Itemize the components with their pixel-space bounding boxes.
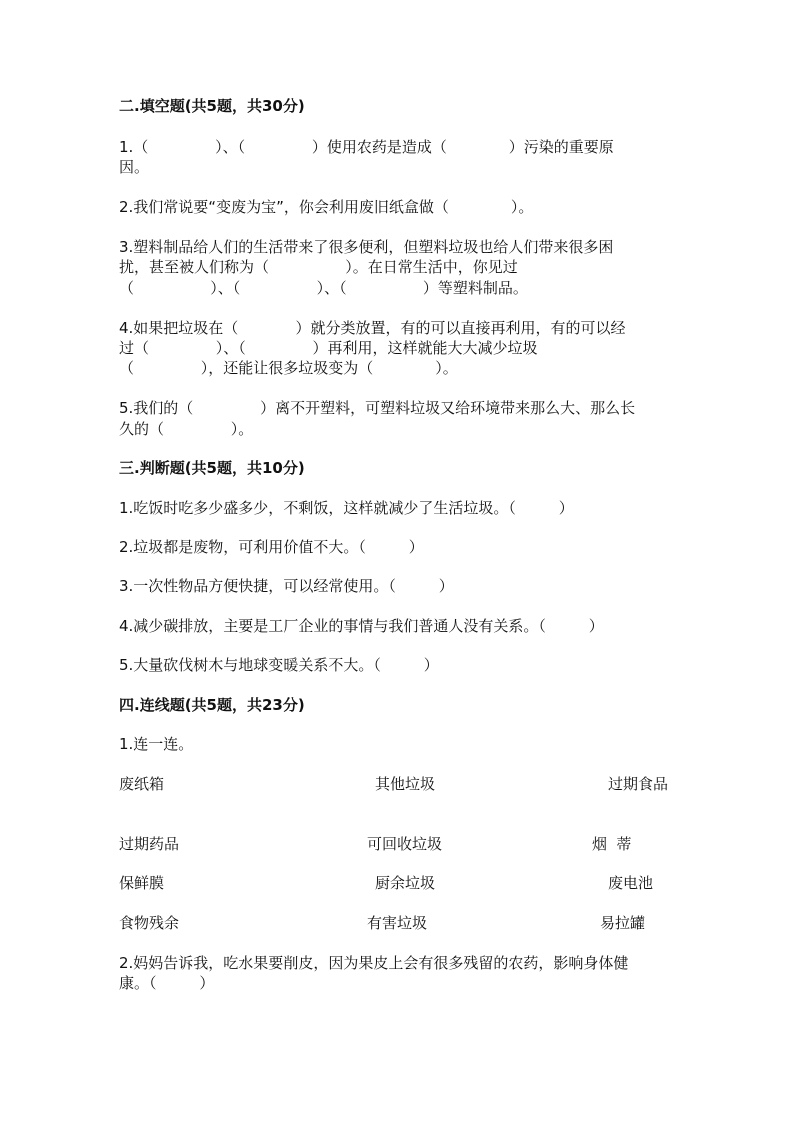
fill-q3-line1: 3.塑料制品给人们的生活带来了很多便利，但塑料垃圾也给人们带来很多困 [119,238,614,256]
fill-q5-line1: 5.我们的（ ）离不开塑料，可塑料垃圾又给环境带来那么大、那么长 [119,399,636,417]
fill-q4-line3: （ ），还能让很多垃圾变为（ ）。 [119,359,458,377]
match-left-item: 食物残余 [119,914,180,932]
judge-q1: 1.吃饭时吃多少盛多少，不剩饭，这样就减少了生活垃圾。（ ） [119,499,574,517]
fill-q1-line2: 因。 [119,158,150,176]
match-left-item: 废纸箱 [119,775,165,793]
match-q2-line1: 2.妈妈告诉我，吃水果要削皮，因为果皮上会有很多残留的农药，影响身体健 [119,954,629,972]
match-left-item: 保鲜膜 [119,874,165,892]
judge-q5: 5.大量砍伐树木与地球变暖关系不大。（ ） [119,656,439,674]
fill-q3-line2: 扰，甚至被人们称为（ ）。在日常生活中，你见过 [119,258,518,276]
fill-q3-line3: （ ）、（ ）、（ ）等塑料制品。 [119,279,528,297]
match-middle-item: 厨余垃圾 [375,874,436,892]
judge-q2: 2.垃圾都是废物，可利用价值不大。（ ） [119,538,424,556]
section-4-title: 四.连线题(共5题，共23分) [119,696,305,714]
match-right-item: 易拉罐 [600,914,646,932]
match-q2-line2: 康。（ ） [119,974,215,992]
match-q1-label: 1.连一连。 [119,735,194,753]
match-middle-item: 其他垃圾 [375,775,436,793]
section-3-title: 三.判断题(共5题，共10分) [119,459,305,477]
section-2-title: 二.填空题(共5题，共30分) [119,97,305,115]
match-middle-item: 有害垃圾 [367,914,428,932]
fill-q2-line1: 2.我们常说要“变废为宝”，你会利用废旧纸盒做（ ）。 [119,198,534,216]
fill-q1-line1: 1.（ ）、（ ）使用农药是造成（ ）污染的重要原 [119,138,614,156]
judge-q4: 4.减少碳排放，主要是工厂企业的事情与我们普通人没有关系。（ ） [119,617,604,635]
match-right-item: 烟 蒂 [592,835,632,853]
match-middle-item: 可回收垃圾 [367,835,443,853]
fill-q4-line1: 4.如果把垃圾在（ ）就分类放置，有的可以直接再利用，有的可以经 [119,319,626,337]
fill-q5-line2: 久的（ ）。 [119,420,254,438]
match-right-item: 过期食品 [608,775,669,793]
fill-q4-line2: 过（ ）、（ ）再利用，这样就能大大减少垃圾 [119,339,538,357]
match-left-item: 过期药品 [119,835,180,853]
judge-q3: 3.一次性物品方便快捷，可以经常使用。（ ） [119,577,454,595]
match-right-item: 废电池 [608,874,654,892]
